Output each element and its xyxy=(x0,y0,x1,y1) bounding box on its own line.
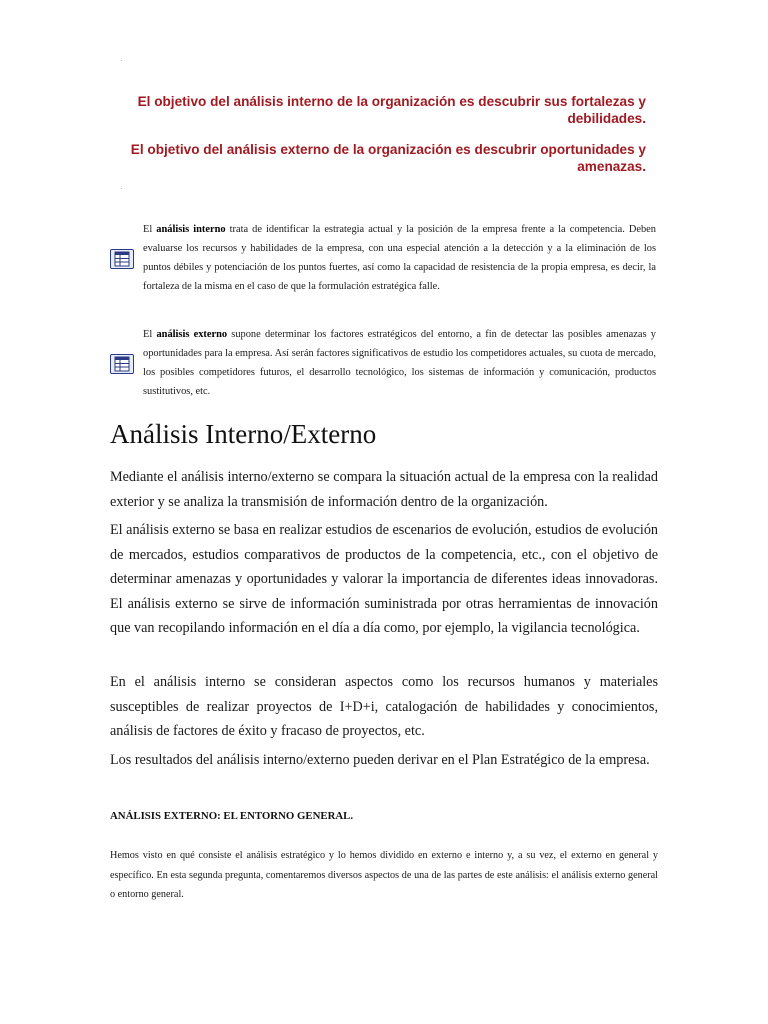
stray-mark xyxy=(121,188,122,189)
paragraph: Mediante el análisis interno/externo se compara la situación actual de la empresa con la realidad exterior y se analiza la transmisión de información dentro de la organización. xyxy=(110,469,658,510)
internal-analysis-item xyxy=(143,220,656,296)
paragraph: En el análisis interno se consideran aspectos como los recursos humanos y materiales susceptibles de realizar proyectos de I+D+i, catalogación de habilidades y conocimientos, análisis de factores de éxito y fracaso de proyectos, etc. xyxy=(110,674,658,739)
item-text: supone determinar los factores estratégicos del entorno, a fin de detectar las posibles amenazas y oportunidades para la empresa. Así serán factores significativos de estudio los competidores actuales, su cuota de mercado, los posibles competidores futuros, el desarrollo tecnológico, los sistemas de información y comunicación, productos sustitutivos, etc. xyxy=(143,329,656,397)
subsection-title: ANÁLISIS EXTERNO: EL ENTORNO GENERAL. xyxy=(110,810,354,822)
section-title: Análisis Interno/Externo xyxy=(110,419,377,449)
item-prefix: El xyxy=(143,224,157,235)
item-term: análisis interno xyxy=(156,224,226,235)
stray-mark xyxy=(121,60,122,61)
paragraph: El análisis externo se basa en realizar estudios de escenarios de evolución, estudios de evolución de mercados, estudios comparativos de productos de la competencia, etc., con el objetivo de determinar amenazas y oportunidades y valorar la importancia de diferentes ideas innovadoras. El análisis externo se sirve de información suministrada por otras herramientas de innovación que van recopilando información en el día a día como, por ejemplo, la vigilancia tecnológica. xyxy=(110,522,659,636)
item-term: análisis externo xyxy=(156,329,228,340)
table-icon xyxy=(110,249,134,269)
table-icon xyxy=(110,354,134,374)
paragraph: Los resultados del análisis interno/externo pueden derivar en el Plan Estratégico de la empresa. xyxy=(110,752,650,768)
item-text: trata de identificar la estrategia actual y la posición de la empresa frente a la competencia. Deben evaluarse los recursos y habilidades de la empresa, con una especial atención a la detección y a la eliminación de los puntos débiles y potenciación de los puntos fuertes, así como la capacidad de resistencia de la propia empresa, es decir, la fortaleza de la misma en el caso de que la formulación estratégica falle. xyxy=(143,224,656,292)
subsection-text: Hemos visto en qué consiste el análisis estratégico y lo hemos dividido en externo e interno y, a su vez, el externo en general y específico. En esta segunda pregunta, comentaremos diversos aspectos de una de las partes de este análisis: el análisis externo general o entorno general. xyxy=(110,850,658,900)
external-analysis-item xyxy=(143,325,656,401)
item-prefix: El xyxy=(143,329,157,340)
internal-objective: El objetivo del análisis interno de la organización es descubrir sus fortalezas y debilidades. xyxy=(137,94,646,126)
external-objective: El objetivo del análisis externo de la organización es descubrir oportunidades y amenazas. xyxy=(130,142,646,174)
